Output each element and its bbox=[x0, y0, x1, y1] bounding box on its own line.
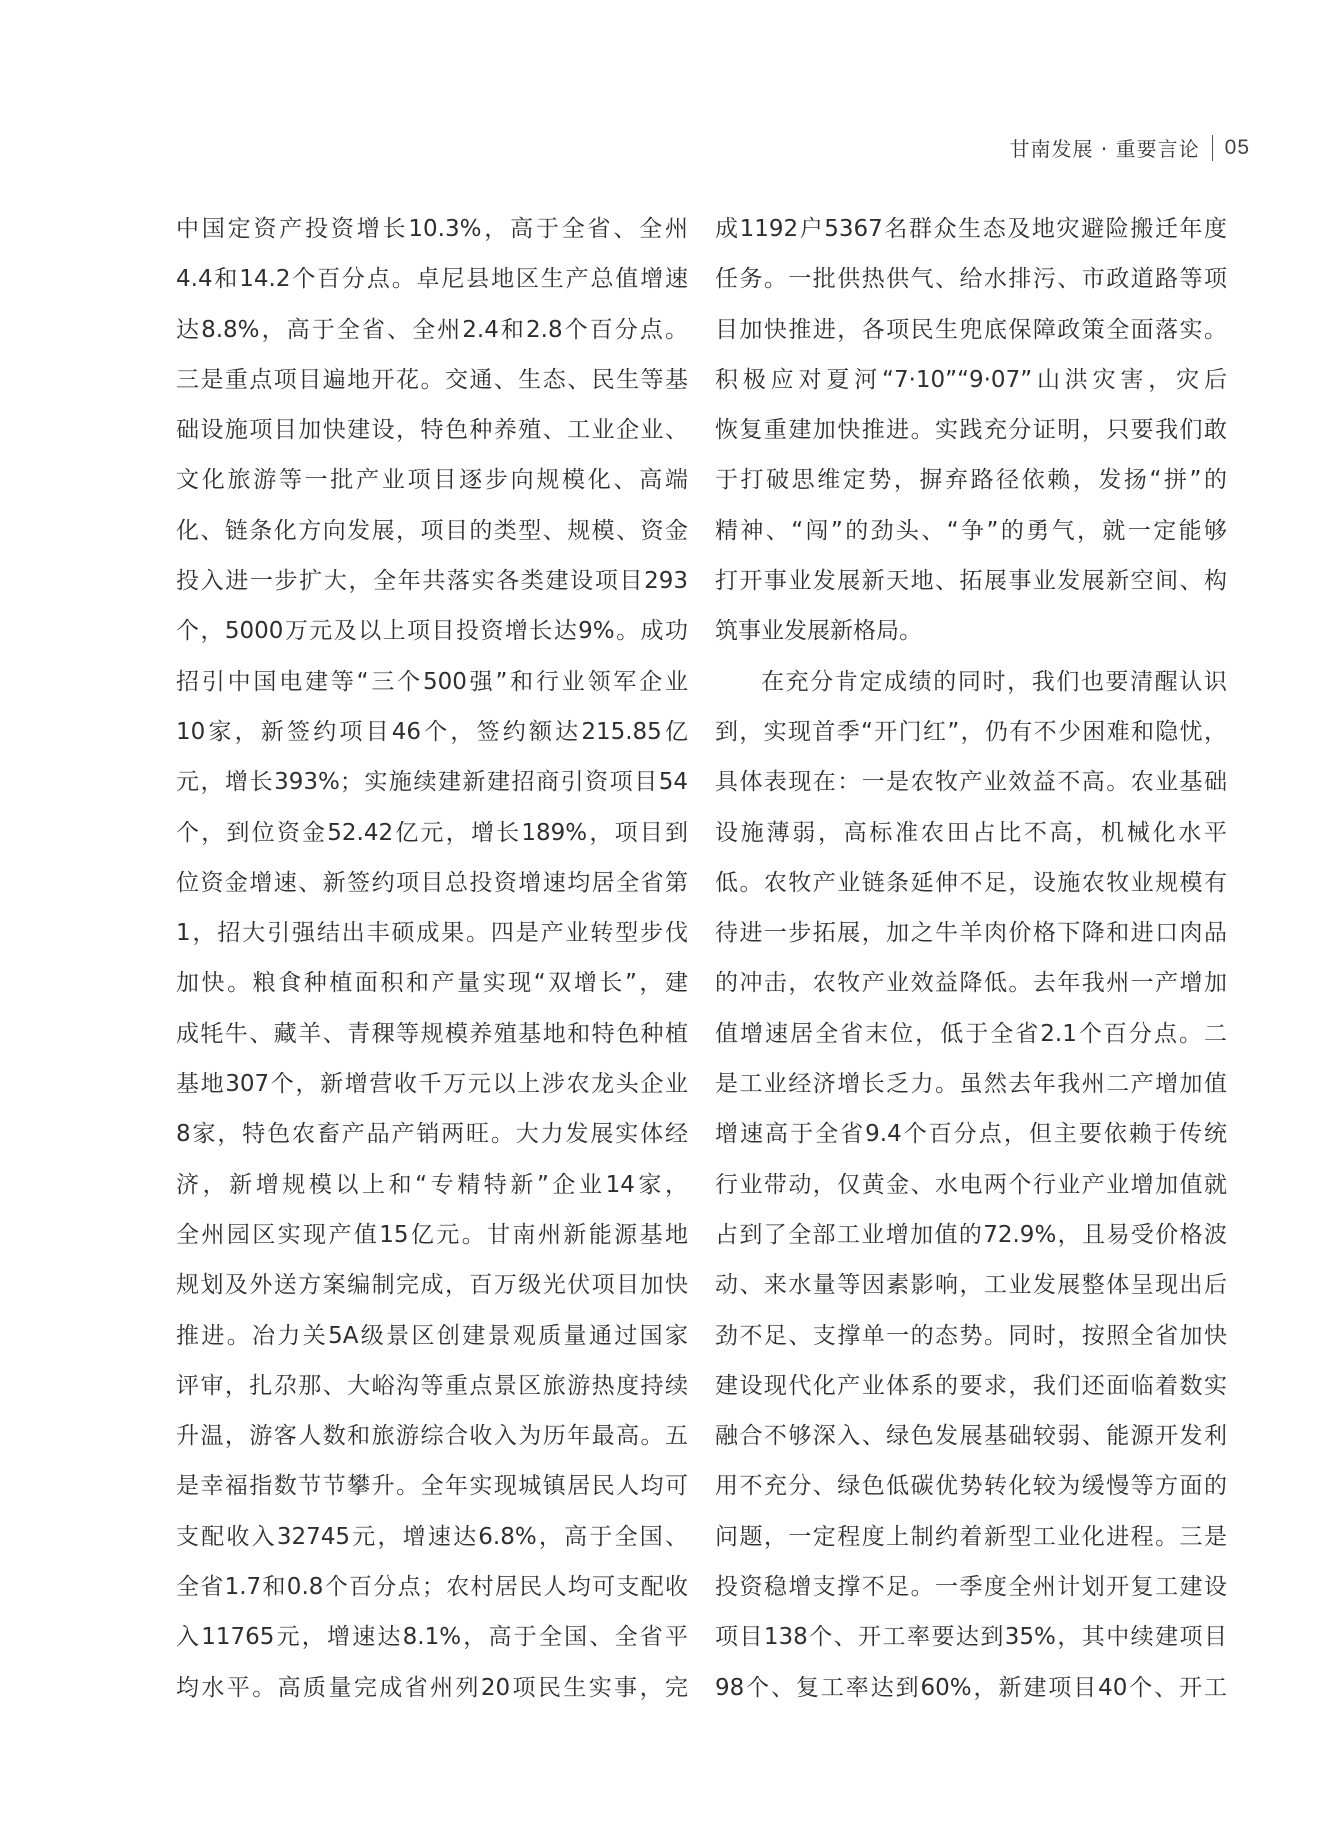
text-line: 打开事业发展新天地、拓展事业发展新空间、构 bbox=[715, 568, 1227, 595]
text-line: 投资稳增支撑不足。一季度全州计划开复工建设 bbox=[715, 1574, 1227, 1601]
text-line: 全省1.7和0.8个百分点；农村居民人均可支配收 bbox=[176, 1574, 688, 1601]
text-line: 建设现代化产业体系的要求，我们还面临着数实 bbox=[715, 1372, 1227, 1399]
text-line: 全州园区实现产值15亿元。甘南州新能源基地 bbox=[176, 1221, 688, 1248]
text-line: 于打破思维定势，摒弃路径依赖，发扬“拼”的 bbox=[715, 467, 1227, 494]
text-line: 积极应对夏河“7·10”“9·07”山洪灾害，灾后 bbox=[715, 366, 1227, 393]
text-line: 的冲击，农牧产业效益降低。去年我州一产增加 bbox=[715, 970, 1227, 997]
text-line: 推进。冶力关5A级景区创建景观质量通过国家 bbox=[176, 1322, 688, 1349]
left-column bbox=[176, 204, 688, 1713]
text-line: 文化旅游等一批产业项目逐步向规模化、高端 bbox=[176, 467, 688, 494]
text-line: 到，实现首季“开门红”，仍有不少困难和隐忧， bbox=[715, 718, 1227, 745]
text-line: 8家，特色农畜产品产销两旺。大力发展实体经 bbox=[176, 1121, 688, 1148]
text-line: 济，新增规模以上和“专精特新”企业14家， bbox=[176, 1171, 688, 1198]
text-line: 动、来水量等因素影响，工业发展整体呈现出后 bbox=[715, 1272, 1227, 1299]
text-line: 招引中国电建等“三个500强”和行业领军企业 bbox=[176, 668, 688, 695]
text-line: 增速高于全省9.4个百分点，但主要依赖于传统 bbox=[715, 1121, 1227, 1148]
text-line: 10家，新签约项目46个，签约额达215.85亿 bbox=[176, 718, 688, 745]
text-line: 具体表现在：一是农牧产业效益不高。农业基础 bbox=[715, 769, 1227, 796]
text-line: 占到了全部工业增加值的72.9%，且易受价格波 bbox=[715, 1221, 1227, 1248]
text-line: 成1192户5367名群众生态及地灾避险搬迁年度 bbox=[715, 216, 1227, 242]
text-line: 成牦牛、藏羊、青稞等规模养殖基地和特色种植 bbox=[176, 1020, 688, 1047]
text-line: 恢复重建加快推进。实践充分证明，只要我们敢 bbox=[715, 417, 1227, 444]
text-line: 础设施项目加快建设，特色种养殖、工业企业、 bbox=[176, 417, 688, 444]
text-line: 升温，游客人数和旅游综合收入为历年最高。五 bbox=[176, 1423, 688, 1450]
text-line: 用不充分、绿色低碳优势转化较为缓慢等方面的 bbox=[715, 1473, 1227, 1500]
text-line: 任务。一批供热供气、给水排污、市政道路等项 bbox=[715, 266, 1227, 293]
text-line: 精神、“闯”的劲头、“争”的勇气，就一定能够 bbox=[715, 517, 1227, 544]
text-line: 项目138个、开工率要达到35%，其中续建项目 bbox=[715, 1624, 1227, 1651]
text-line: 是工业经济增长乏力。虽然去年我州二产增加值 bbox=[715, 1071, 1227, 1098]
text-line: 规划及外送方案编制完成，百万级光伏项目加快 bbox=[176, 1272, 688, 1299]
text-line: 4.4和14.2个百分点。卓尼县地区生产总值增速 bbox=[176, 266, 688, 293]
page-number: 05 bbox=[1224, 135, 1250, 159]
text-line: 是幸福指数节节攀升。全年实现城镇居民人均可 bbox=[176, 1473, 688, 1500]
text-line: 加快。粮食种植面积和产量实现“双增长”，建 bbox=[176, 970, 688, 997]
text-line: 1，招大引强结出丰硕成果。四是产业转型步伐 bbox=[176, 920, 688, 947]
text-line: 融合不够深入、绿色发展基础较弱、能源开发利 bbox=[715, 1423, 1227, 1450]
text-line: 三是重点项目遍地开花。交通、生态、民生等基 bbox=[176, 366, 688, 393]
text-line: 目加快推进，各项民生兜底保障政策全面落实。 bbox=[715, 316, 1227, 343]
text-line: 基地307个，新增营收千万元以上涉农龙头企业 bbox=[176, 1071, 688, 1098]
header-divider bbox=[1212, 135, 1213, 161]
text-line: 问题，一定程度上制约着新型工业化进程。三是 bbox=[715, 1523, 1227, 1550]
text-line: 个，到位资金52.42亿元，增长189%，项目到 bbox=[176, 819, 688, 846]
text-line: 支配收入32745元，增速达6.8%，高于全国、 bbox=[176, 1523, 688, 1550]
text-line: 评审，扎尕那、大峪沟等重点景区旅游热度持续 bbox=[176, 1372, 688, 1399]
text-line: 筑事业发展新格局。 bbox=[715, 618, 922, 645]
text-line: 化、链条化方向发展，项目的类型、规模、资金 bbox=[176, 517, 688, 544]
text-line: 均水平。高质量完成省州列20项民生实事，完 bbox=[176, 1674, 688, 1701]
text-line: 值增速居全省末位，低于全省2.1个百分点。二 bbox=[715, 1020, 1227, 1047]
text-line: 入11765元，增速达8.1%，高于全国、全省平 bbox=[176, 1624, 688, 1651]
text-line: 低。农牧产业链条延伸不足，设施农牧业规模有 bbox=[715, 869, 1227, 896]
right-column bbox=[715, 204, 1227, 1713]
running-header bbox=[1010, 133, 1250, 162]
text-line: 行业带动，仅黄金、水电两个行业产业增加值就 bbox=[715, 1171, 1227, 1198]
paragraph-start-line: 在充分肯定成绩的同时，我们也要清醒认识 bbox=[761, 668, 1227, 695]
text-line: 中国定资产投资增长10.3%，高于全省、全州 bbox=[176, 216, 688, 242]
text-line: 待进一步拓展，加之牛羊肉价格下降和进口肉品 bbox=[715, 920, 1227, 947]
text-line: 个，5000万元及以上项目投资增长达9%。成功 bbox=[176, 618, 688, 645]
text-line: 元，增长393%；实施续建新建招商引资项目54 bbox=[176, 769, 688, 796]
text-line: 设施薄弱，高标准农田占比不高，机械化水平 bbox=[715, 819, 1227, 846]
section-title: 甘南发展 · 重要言论 bbox=[1009, 137, 1200, 161]
text-line: 劲不足、支撑单一的态势。同时，按照全省加快 bbox=[715, 1322, 1227, 1349]
text-line: 98个、复工率达到60%，新建项目40个、开工 bbox=[715, 1674, 1227, 1701]
text-line: 投入进一步扩大，全年共落实各类建设项目293 bbox=[176, 568, 688, 595]
text-line: 位资金增速、新签约项目总投资增速均居全省第 bbox=[176, 869, 688, 896]
text-line: 达8.8%，高于全省、全州2.4和2.8个百分点。 bbox=[176, 316, 688, 343]
